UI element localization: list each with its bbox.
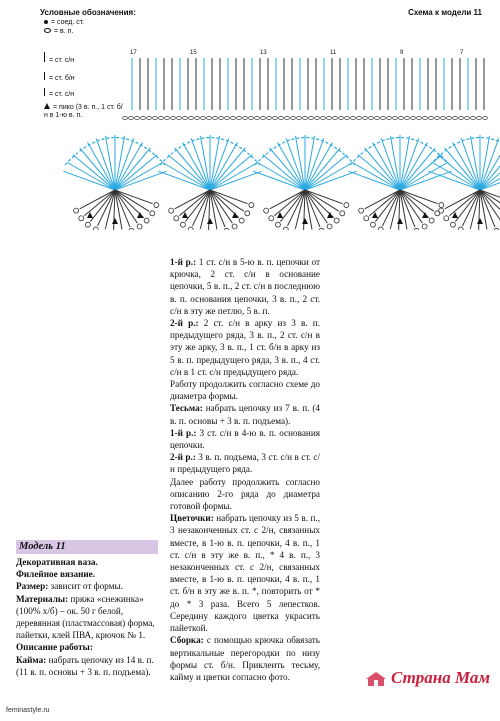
stitch-mark	[219, 117, 224, 120]
paragraph	[16, 593, 158, 642]
stitch-mark	[183, 117, 188, 120]
stitch-mark	[153, 117, 158, 120]
stitch-mark	[279, 117, 284, 120]
stitch-mark	[363, 117, 368, 120]
paragraph	[16, 654, 158, 678]
paragraph	[16, 641, 158, 653]
stitch-mark	[351, 117, 356, 120]
row-number: 17	[130, 50, 137, 56]
stitch-mark	[465, 117, 470, 120]
stitch-mark	[369, 117, 374, 120]
stitch-mark	[462, 190, 480, 226]
stitch-mark	[207, 117, 212, 120]
stitch-mark	[79, 216, 84, 221]
stitch-mark	[309, 117, 314, 120]
legend-item: = ст. с/н	[44, 88, 74, 98]
stitch-mark	[321, 117, 326, 120]
stitch-mark	[210, 163, 258, 191]
paragraph-text: набрать цепочку из 14 в. п. (11 в. п. основы + 3 в. п. подъема).	[16, 654, 154, 677]
stitch-mark	[387, 117, 392, 120]
paragraph	[170, 634, 320, 683]
stitch-mark	[370, 222, 375, 227]
stitch-mark	[137, 224, 142, 229]
stitch-mark	[154, 203, 159, 208]
stitch-mark	[287, 190, 305, 226]
row-number: 9	[400, 50, 404, 56]
legend-title: Условные обозначения:	[40, 8, 136, 17]
stitch-mark	[447, 117, 452, 120]
stitch-mark	[450, 222, 455, 227]
stitch-mark	[267, 117, 272, 120]
paragraph-lead: 1-й р.:	[170, 427, 197, 438]
stitch-mark	[445, 190, 480, 209]
crochet-scheme	[0, 40, 500, 230]
stitch-mark	[257, 163, 305, 191]
stitch-mark	[112, 218, 118, 224]
stitch-mark	[201, 117, 206, 120]
stitch-mark	[232, 212, 238, 218]
paragraph-lead: Сборка:	[170, 635, 204, 646]
paragraph-lead: Декоративная ваза.	[16, 557, 98, 567]
stitch-mark	[435, 117, 440, 120]
stitch-mark	[422, 212, 428, 218]
stitch-mark	[405, 117, 410, 120]
stitch-mark	[141, 117, 146, 120]
paragraph	[170, 378, 320, 402]
paragraph	[170, 256, 320, 317]
stitch-mark	[352, 163, 400, 191]
paragraph	[170, 476, 320, 513]
stitch-mark	[129, 228, 134, 230]
paragraph-text: Работу продолжить согласно схеме до диаметра формы.	[170, 379, 320, 402]
stitch-mark	[237, 117, 242, 120]
stitch-mark	[224, 228, 229, 230]
paragraph-text: Далее работу продолжить согласно описанию 2-го ряда до диаметра готовой формы.	[170, 476, 320, 512]
legend-item: = соед. ст.	[44, 19, 84, 26]
stitch-mark	[340, 211, 345, 216]
stitch-mark	[477, 117, 482, 120]
stitch-mark	[135, 117, 140, 120]
paragraph-lead: Материалы:	[16, 593, 69, 604]
stitch-mark	[137, 212, 143, 218]
stitch-mark	[339, 117, 344, 120]
paragraph-lead: 2-й р.:	[170, 318, 199, 329]
stitch-mark	[471, 117, 476, 120]
stitch-mark	[189, 117, 194, 120]
stitch-mark	[411, 117, 416, 120]
stitch-mark	[327, 212, 333, 218]
instructions-right	[170, 256, 320, 683]
stitch-mark	[80, 190, 115, 209]
stitch-mark	[275, 222, 280, 227]
paragraph-lead: Филейное вязание.	[16, 569, 96, 580]
stitch-mark	[319, 228, 324, 230]
paragraph-lead: Тесьма:	[170, 403, 203, 414]
stitch-mark	[453, 117, 458, 120]
paragraph-lead: Кайма:	[16, 654, 47, 665]
paragraph	[16, 580, 158, 592]
paragraph	[16, 556, 158, 568]
stitch-mark	[291, 117, 296, 120]
stitch-mark	[334, 218, 339, 223]
stitch-mark	[179, 190, 210, 216]
stitch-mark	[357, 117, 362, 120]
stitch-mark	[375, 117, 380, 120]
stitch-mark	[225, 117, 230, 120]
paragraph	[170, 317, 320, 378]
stitch-mark	[459, 117, 464, 120]
stitch-mark	[85, 222, 90, 227]
paragraph	[170, 451, 320, 475]
stitch-mark	[382, 190, 400, 226]
stitch-mark	[192, 190, 210, 226]
stitch-mark	[274, 190, 305, 216]
stitch-mark	[477, 218, 483, 224]
stitch-mark	[180, 222, 185, 227]
stitch-mark	[67, 163, 115, 191]
paragraph-text: пряжа «снежинка» (100% х/б) – ок. 50 г белой, деревянная (пластмассовая) форма, пайетки, клей ПВА, крючок № 1.	[16, 593, 155, 641]
stitch-mark	[243, 117, 248, 120]
stitch-mark	[177, 117, 182, 120]
paragraph	[170, 402, 320, 426]
stitch-mark	[144, 218, 149, 223]
legend-item: = пико (3 в. п., 1 ст. б/н в 1-ю в. п.	[44, 104, 123, 119]
stitch-mark	[439, 203, 444, 208]
stitch-mark	[483, 117, 488, 120]
paragraph-lead: Размер:	[16, 581, 49, 592]
stitch-mark	[444, 216, 449, 221]
stitch-mark	[423, 117, 428, 120]
stitch-mark	[327, 224, 332, 229]
legend-item: = ст. б/н	[44, 72, 75, 82]
stitch-mark	[439, 208, 444, 213]
stitch-mark	[273, 117, 278, 120]
stitch-mark	[441, 117, 446, 120]
stitch-mark	[345, 117, 350, 120]
stitch-mark	[359, 208, 364, 213]
stitch-mark	[175, 190, 210, 209]
stitch-mark	[255, 117, 260, 120]
stitch-mark	[333, 117, 338, 120]
row-number: 7	[460, 50, 464, 56]
paragraph-text: 2 ст. с/н в арку из 3 в. п. предыдущего ряда, 3 в. п., 2 ст. с/н в эту же арку, 3 в. п., 1 ст. б/н в арку из 5 в. п. предыдущего ряда, 3 в. п., 4 ст. с/н в 1 ст. с/н предыдущего ряда.	[170, 318, 321, 377]
instructions-left	[16, 556, 158, 678]
stitch-mark	[93, 227, 98, 230]
stitch-mark	[239, 218, 244, 223]
stitch-mark	[297, 117, 302, 120]
stitch-mark	[147, 117, 152, 120]
paragraph	[170, 427, 320, 451]
stitch-mark	[430, 138, 500, 166]
stitch-mark	[74, 208, 79, 213]
stitch-mark	[422, 224, 427, 229]
house-logo-icon	[365, 671, 387, 687]
stitch-mark	[245, 211, 250, 216]
stitch-mark	[283, 227, 288, 230]
stitch-mark	[270, 190, 305, 209]
stitch-mark	[364, 216, 369, 221]
paragraph	[16, 568, 158, 580]
stitch-mark	[188, 227, 193, 230]
paragraph-text: набрать цепочку из 7 в. п. (4 в. п. основы + 3 в. п. подъема).	[170, 403, 320, 426]
stitch-mark	[97, 190, 115, 226]
stitch-mark	[129, 117, 134, 120]
stitch-mark	[159, 117, 164, 120]
stitch-mark	[344, 203, 349, 208]
watermark: Страна Мам	[365, 668, 490, 688]
stitch-mark	[302, 218, 308, 224]
stitch-mark	[207, 218, 213, 224]
stitch-mark	[399, 117, 404, 120]
stitch-mark	[169, 208, 174, 213]
stitch-mark	[249, 117, 254, 120]
stitch-mark	[162, 163, 210, 191]
stitch-mark	[115, 163, 163, 191]
stitch-mark	[264, 208, 269, 213]
stitch-mark	[449, 190, 480, 216]
stitch-mark	[150, 211, 155, 216]
stitch-mark	[165, 117, 170, 120]
stitch-mark	[432, 163, 480, 191]
model-title: Модель 11	[16, 540, 158, 554]
stitch-mark	[393, 117, 398, 120]
row-number: 13	[260, 50, 267, 56]
stitch-mark	[232, 224, 237, 229]
stitch-mark	[171, 117, 176, 120]
scheme-title: Схема к модели 11	[408, 8, 482, 17]
stitch-mark	[305, 163, 353, 191]
paragraph-lead: 1-й р.:	[170, 257, 197, 267]
stitch-mark	[285, 117, 290, 120]
stitch-mark	[414, 228, 419, 230]
stitch-mark	[174, 216, 179, 221]
stitch-mark	[195, 117, 200, 120]
paragraph-text: зависит от формы.	[48, 581, 123, 592]
row-number: 15	[190, 50, 197, 56]
legend-item: = в. п.	[44, 28, 73, 35]
legend-item: = ст. с/н	[44, 52, 74, 64]
stitch-mark	[429, 218, 434, 223]
stitch-mark	[417, 117, 422, 120]
paragraph-lead: 2-й р.:	[170, 452, 196, 463]
stitch-mark	[249, 203, 254, 208]
paragraph-lead: Описание работы:	[16, 642, 93, 653]
stitch-mark	[397, 218, 403, 224]
stitch-mark	[327, 117, 332, 120]
paragraph-text: 1 ст. с/н в 5-ю в. п. цепочки от крючка, 2 ст. с/н в основание цепочки, 5 в. п., 2 ст. с/н в последнюю в. п. основания цепочки, 3 в. п., 2 ст. с/н в эту же петлю, 5 в. п.	[170, 257, 320, 316]
paragraph-lead: Цветочки:	[170, 513, 214, 524]
paragraph	[170, 512, 320, 634]
stitch-mark	[458, 227, 463, 230]
paragraph-text: 3 ст. с/н в 4-ю в. п. основания цепочки.	[170, 427, 320, 451]
paragraph-text: с помощью крючка обвязать вертикальные перегородки по низу формы ст. б/н. Приклеить тесьму, кайму и цветки согласно фото.	[170, 635, 320, 682]
stitch-mark	[378, 227, 383, 230]
stitch-mark	[213, 117, 218, 120]
paragraph-text: набрать цепочку из 5 в. п., 3 незаконченных ст. с 2/н, связанных вместе, в 1-ю в. п. цепочки, 4 в. п., 1 ст. с/н в эту же в. п., * 4 в. п., 3 незаконченных ст. с 2/н, связанных вместе, в 1-ю в. п. цепочки, 4 в. п., 1 ст. б/н в эту же в. п. *, повторить от * до * 3 раза. Всего 5 лепестков. Середину каждого цветка украсить пайеткой.	[170, 513, 320, 634]
row-number: 11	[330, 50, 337, 56]
stitch-mark	[269, 216, 274, 221]
stitch-mark	[381, 117, 386, 120]
paragraph-text: 3 в. п. подъема, 3 ст. с/н в ст. с/н предыдущего ряда.	[170, 452, 320, 475]
stitch-mark	[365, 190, 400, 209]
stitch-mark	[429, 117, 434, 120]
stitch-mark	[315, 117, 320, 120]
stitch-mark	[303, 117, 308, 120]
stitch-mark	[261, 117, 266, 120]
stitch-mark	[494, 228, 499, 230]
stitch-mark	[123, 117, 128, 120]
stitch-mark	[231, 117, 236, 120]
stitch-mark	[369, 190, 400, 216]
stitch-mark	[84, 190, 115, 216]
watermark-small: feminastyle.ru	[6, 707, 50, 714]
